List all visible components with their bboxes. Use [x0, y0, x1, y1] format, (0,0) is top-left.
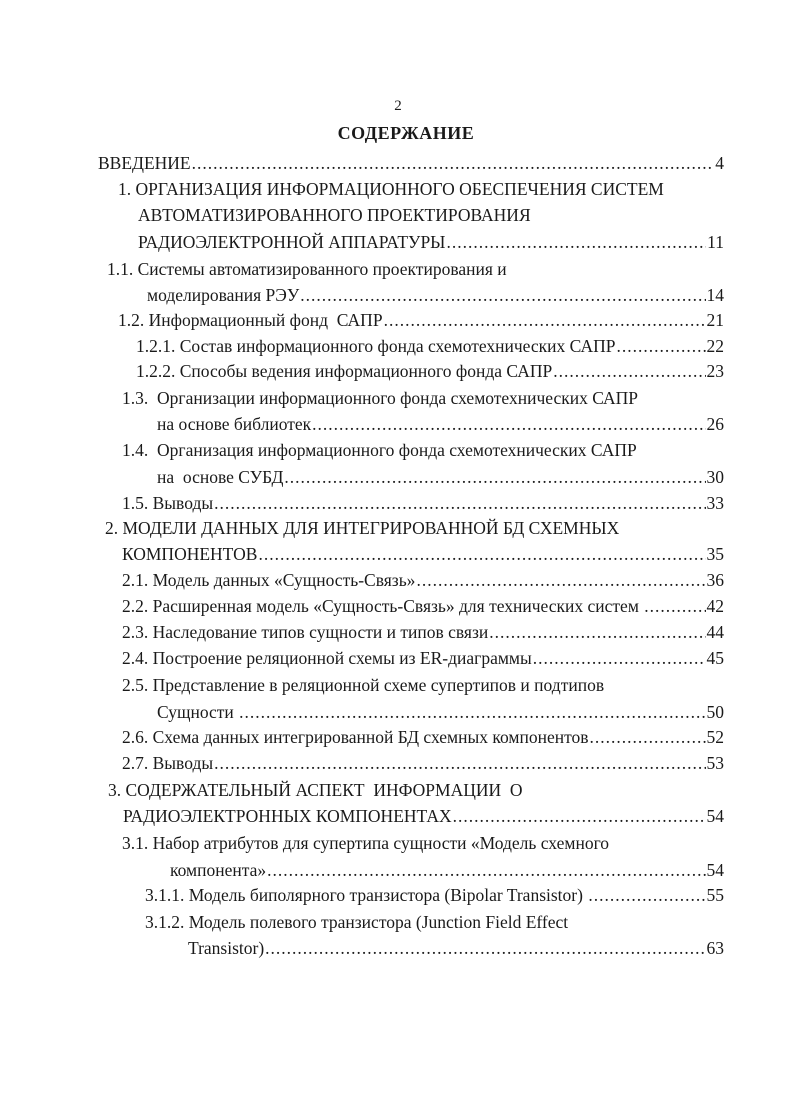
toc-entry-2-1	[122, 567, 724, 593]
toc-entry-2-5	[122, 672, 604, 698]
toc-entry-2-6	[122, 724, 724, 750]
toc-page-number: 42	[706, 596, 724, 616]
leader-dots	[384, 307, 706, 333]
toc-entry-text: КОМПОНЕНТОВ	[122, 544, 258, 564]
leader-dots	[616, 333, 705, 359]
toc-entry-text: РАДИОЭЛЕКТРОННЫХ КОМПОНЕНТАХ	[123, 806, 452, 826]
toc-entry-chapter-1-end	[138, 229, 724, 255]
toc-entry-1-2-2	[136, 358, 724, 384]
toc-entry-text: 1. ОРГАНИЗАЦИЯ ИНФОРМАЦИОННОГО ОБЕСПЕЧЕНИЯ СИСТЕМ	[118, 179, 664, 199]
toc-entry-text: 2.3. Наследование типов сущности и типов связи	[122, 622, 489, 642]
toc-entry-3-1-2-end	[188, 935, 724, 961]
toc-entry-text: 3. СОДЕРЖАТЕЛЬНЫЙ АСПЕКТ ИНФОРМАЦИИ О	[108, 780, 523, 800]
toc-page-number: 33	[706, 493, 724, 513]
page-number: 2	[394, 98, 402, 114]
toc-entry-chapter-3-end	[123, 803, 724, 829]
toc-page-number: 30	[706, 467, 724, 487]
toc-page-number: 11	[707, 232, 724, 252]
toc-entry-text: 2.4. Построение реляционной схемы из ER-диаграммы	[122, 648, 532, 668]
toc-page-number: 26	[706, 414, 724, 434]
toc-entry-3-1	[122, 830, 609, 856]
toc-entry-2-5-end	[157, 699, 724, 725]
toc-entry-2-7	[122, 750, 724, 776]
toc-page-number: 45	[706, 648, 724, 668]
leader-dots	[214, 490, 705, 516]
toc-entry-text: 1.1. Системы автоматизированного проектирования и	[107, 259, 507, 279]
toc-entry-1-5	[122, 490, 724, 516]
leader-dots	[300, 282, 705, 308]
toc-entry-introduction	[98, 150, 724, 176]
toc-entry-text: 2. МОДЕЛИ ДАННЫХ ДЛЯ ИНТЕГРИРОВАННОЙ БД СХЕМНЫХ	[105, 518, 620, 538]
leader-dots	[239, 699, 705, 725]
leader-dots	[192, 150, 715, 176]
leader-dots	[446, 229, 706, 255]
page-title: СОДЕРЖАНИЕ	[337, 123, 475, 143]
leader-dots	[214, 750, 705, 776]
toc-entry-text: 1.2. Информационный фонд САПР	[118, 310, 383, 330]
toc-page-number: 21	[706, 310, 724, 330]
toc-entry-text: на основе СУБД	[157, 467, 284, 487]
toc-entry-text: 1.3. Организации информационного фонда схемотехнических САПР	[122, 388, 639, 408]
leader-dots	[588, 882, 705, 908]
leader-dots	[416, 567, 705, 593]
leader-dots	[553, 358, 705, 384]
toc-entry-1-4-end	[157, 464, 724, 490]
toc-entry-1-2-1	[136, 333, 724, 359]
toc-page-number: 63	[706, 938, 724, 958]
toc-entry-text: 1.2.2. Способы ведения информационного фонда САПР	[136, 361, 553, 381]
leader-dots	[644, 593, 705, 619]
toc-entry-3-1-end	[170, 857, 724, 883]
leader-dots	[590, 724, 706, 750]
toc-entry-text: моделирования РЭУ	[147, 285, 300, 305]
toc-entry-3-1-2	[145, 909, 568, 935]
toc-entry-2-2	[122, 593, 724, 619]
leader-dots	[265, 935, 705, 961]
toc-entry-text: на основе библиотек	[157, 414, 312, 434]
toc-entry-text: АВТОМАТИЗИРОВАННОГО ПРОЕКТИРОВАНИЯ	[138, 205, 531, 225]
toc-page-number: 4	[715, 153, 724, 173]
toc-entry-text: 3.1.1. Модель биполярного транзистора (Bipolar Transistor)	[145, 885, 588, 905]
toc-page-number: 36	[706, 570, 724, 590]
toc-entry-chapter-3	[108, 777, 523, 803]
toc-entry-1-2	[118, 307, 724, 333]
toc-entry-text: 2.1. Модель данных «Сущность-Связь»	[122, 570, 416, 590]
leader-dots	[284, 464, 705, 490]
leader-dots	[489, 619, 705, 645]
leader-dots	[267, 857, 705, 883]
toc-page-number: 54	[706, 860, 724, 880]
leader-dots	[533, 645, 706, 671]
toc-page-number: 14	[706, 285, 724, 305]
toc-entry-text: Transistor)	[188, 938, 265, 958]
toc-entry-text: 1.2.1. Состав информационного фонда схемотехнических САПР	[136, 336, 616, 356]
toc-page-number: 54	[706, 806, 724, 826]
toc-entry-chapter-2	[105, 515, 619, 541]
leader-dots	[258, 541, 705, 567]
toc-entry-1-4	[122, 437, 637, 463]
leader-dots	[312, 411, 705, 437]
toc-entry-text: 1.5. Выводы	[122, 493, 214, 513]
toc-entry-2-4	[122, 645, 724, 671]
toc-entry-text: 2.5. Представление в реляционной схеме супертипов и подтипов	[122, 675, 605, 695]
toc-entry-text: Сущности	[157, 702, 239, 722]
toc-page-number: 52	[706, 727, 724, 747]
toc-entry-3-1-1	[145, 882, 724, 908]
toc-entry-text: 1.4. Организация информационного фонда схемотехнических САПР	[122, 440, 637, 460]
toc-page-number: 50	[706, 702, 724, 722]
toc-entry-1-3-end	[157, 411, 724, 437]
toc-entry-text: 2.2. Расширенная модель «Сущность-Связь» для технических систем	[122, 596, 644, 616]
toc-page-number: 55	[706, 885, 724, 905]
toc-page-number: 23	[706, 361, 724, 381]
toc-entry-chapter-2-end	[122, 541, 724, 567]
toc-entry-text: ВВЕДЕНИЕ	[98, 153, 191, 173]
toc-entry-2-3	[122, 619, 724, 645]
toc-entry-chapter-1-cont	[138, 202, 531, 228]
toc-page-number: 35	[706, 544, 724, 564]
toc-entry-1-1-end	[147, 282, 724, 308]
toc-entry-text: 3.1. Набор атрибутов для супертипа сущности «Модель схемного	[122, 833, 610, 853]
toc-entry-text: 2.7. Выводы	[122, 753, 214, 773]
toc-entry-text: 3.1.2. Модель полевого транзистора (Junction Field Effect	[145, 912, 569, 932]
toc-entry-1-3	[122, 385, 638, 411]
toc-entry-text: 2.6. Схема данных интегрированной БД схемных компонентов	[122, 727, 589, 747]
toc-page-number: 44	[706, 622, 724, 642]
toc-page-number: 22	[706, 336, 724, 356]
toc-entry-text: компонента»	[170, 860, 267, 880]
toc-page-number: 53	[706, 753, 724, 773]
toc-entry-1-1	[107, 256, 507, 282]
toc-entry-text: РАДИОЭЛЕКТРОННОЙ АППАРАТУРЫ	[138, 232, 446, 252]
leader-dots	[453, 803, 706, 829]
toc-entry-chapter-1	[118, 176, 664, 202]
